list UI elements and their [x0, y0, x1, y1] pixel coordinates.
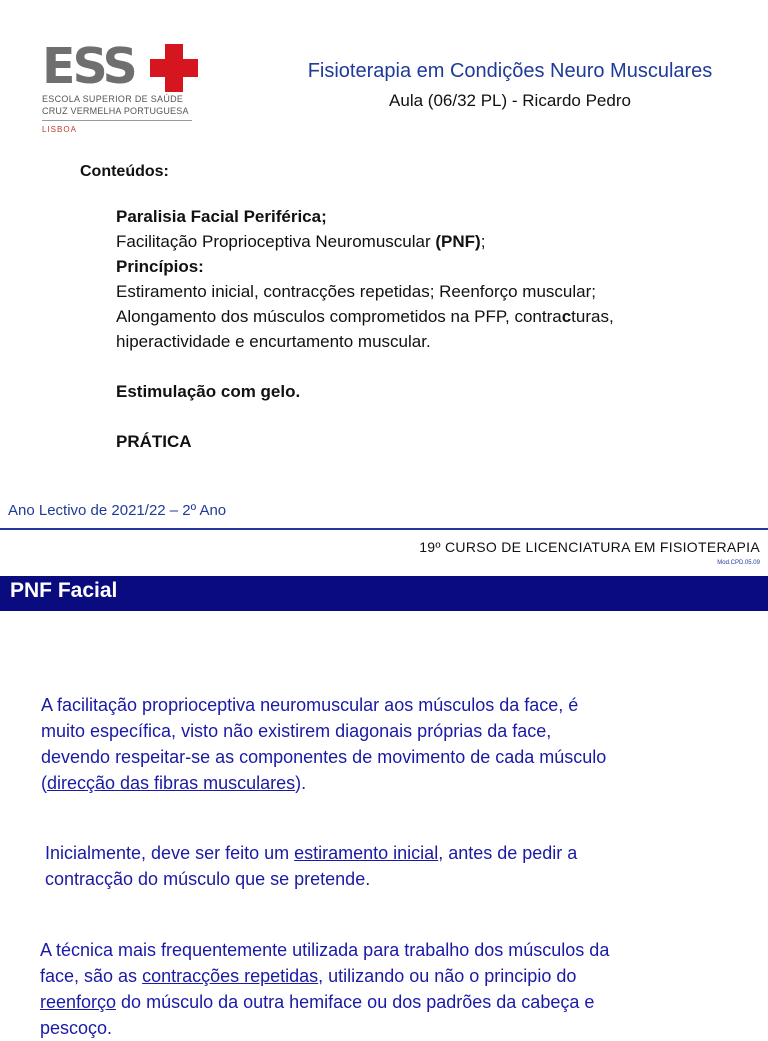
item-principios: Princípios: — [116, 257, 204, 276]
item-principles-line1: Estiramento inicial, contracções repetidas; Reenforço muscular; — [116, 282, 596, 301]
paragraph-2 — [45, 840, 765, 892]
footer-divider — [0, 528, 768, 530]
p3-line4: pescoço. — [40, 1018, 113, 1038]
paragraph-3 — [40, 937, 768, 1041]
p1-open: ( — [41, 773, 47, 793]
contents-label: Conteúdos: — [80, 163, 169, 180]
logo-school-name: ESCOLA SUPERIOR DE SAÚDE — [42, 94, 184, 104]
p3-pre: face, são as — [40, 966, 143, 986]
line5-end: turas, — [571, 307, 614, 326]
logo-org-name: CRUZ VERMELHA PORTUGUESA — [42, 106, 189, 116]
mod-code: Mod.CPD.05.09 — [717, 560, 760, 566]
course-name: 19º CURSO DE LICENCIATURA EM FISIOTERAPIA — [419, 539, 760, 555]
p2-line2: contracção do músculo que se pretende. — [45, 869, 371, 889]
logo-city: LISBOA — [42, 125, 77, 134]
link-estiramento-inicial: estiramento inicial — [294, 843, 439, 863]
p3-line3 — [40, 989, 768, 1015]
p1-line2: muito específica, visto não existirem diagonais próprias da face, — [41, 721, 552, 741]
p3-post: , utilizando ou não o principio do — [318, 966, 577, 986]
p2-pre: Inicialmente, deve ser feito um — [45, 843, 295, 863]
p3-line2 — [40, 963, 768, 989]
line5-text: Alongamento dos músculos comprometidos na PFP, contra — [116, 307, 562, 326]
course-title: Fisioterapia em Condições Neuro Musculares — [307, 60, 713, 82]
item-pnf — [116, 229, 614, 254]
red-cross-icon-bar — [150, 59, 198, 77]
link-direccao-fibras: direcção das fibras musculares — [47, 773, 296, 793]
p2-post: , antes de pedir a — [438, 843, 578, 863]
paragraph-1 — [41, 692, 761, 796]
contents-list — [116, 204, 614, 454]
p1-close: ). — [295, 773, 307, 793]
item-gelo: Estimulação com gelo. — [116, 382, 301, 401]
p1-line4 — [41, 770, 761, 796]
logo-divider — [42, 120, 192, 121]
logo-mark: ESS — [42, 38, 135, 95]
link-reenforco: reenforço — [40, 992, 117, 1012]
p3-line3-text: do músculo da outra hemiface ou dos padrões da cabeça e — [116, 992, 595, 1012]
slide-title: PNF Facial — [10, 579, 118, 602]
item-pnf-text: Facilitação Proprioceptiva Neuromuscular — [116, 232, 436, 251]
lesson-subtitle: Aula (06/32 PL) - Ricardo Pedro — [389, 91, 631, 110]
ess-logo — [40, 40, 198, 148]
item-pnf-abbr: (PNF) — [435, 232, 481, 251]
item-pfp: Paralisia Facial Periférica; — [116, 207, 327, 226]
item-pratica: PRÁTICA — [116, 432, 192, 451]
item-pnf-end: ; — [480, 232, 486, 251]
p3-line1: A técnica mais frequentemente utilizada para trabalho dos músculos da — [40, 940, 610, 960]
item-principles-line3: hiperactividade e encurtamento muscular. — [116, 332, 431, 351]
p1-line1: A facilitação proprioceptiva neuromuscular aos músculos da face, é — [41, 695, 579, 715]
academic-year: Ano Lectivo de 2021/22 – 2º Ano — [8, 502, 227, 519]
item-principles-line2 — [116, 304, 614, 329]
line5-bold: c — [561, 307, 572, 326]
p1-line3: devendo respeitar-se as componentes de movimento de cada músculo — [41, 747, 607, 767]
link-contraccoes-repetidas: contracções repetidas — [142, 966, 319, 986]
p2-line1 — [45, 840, 765, 866]
